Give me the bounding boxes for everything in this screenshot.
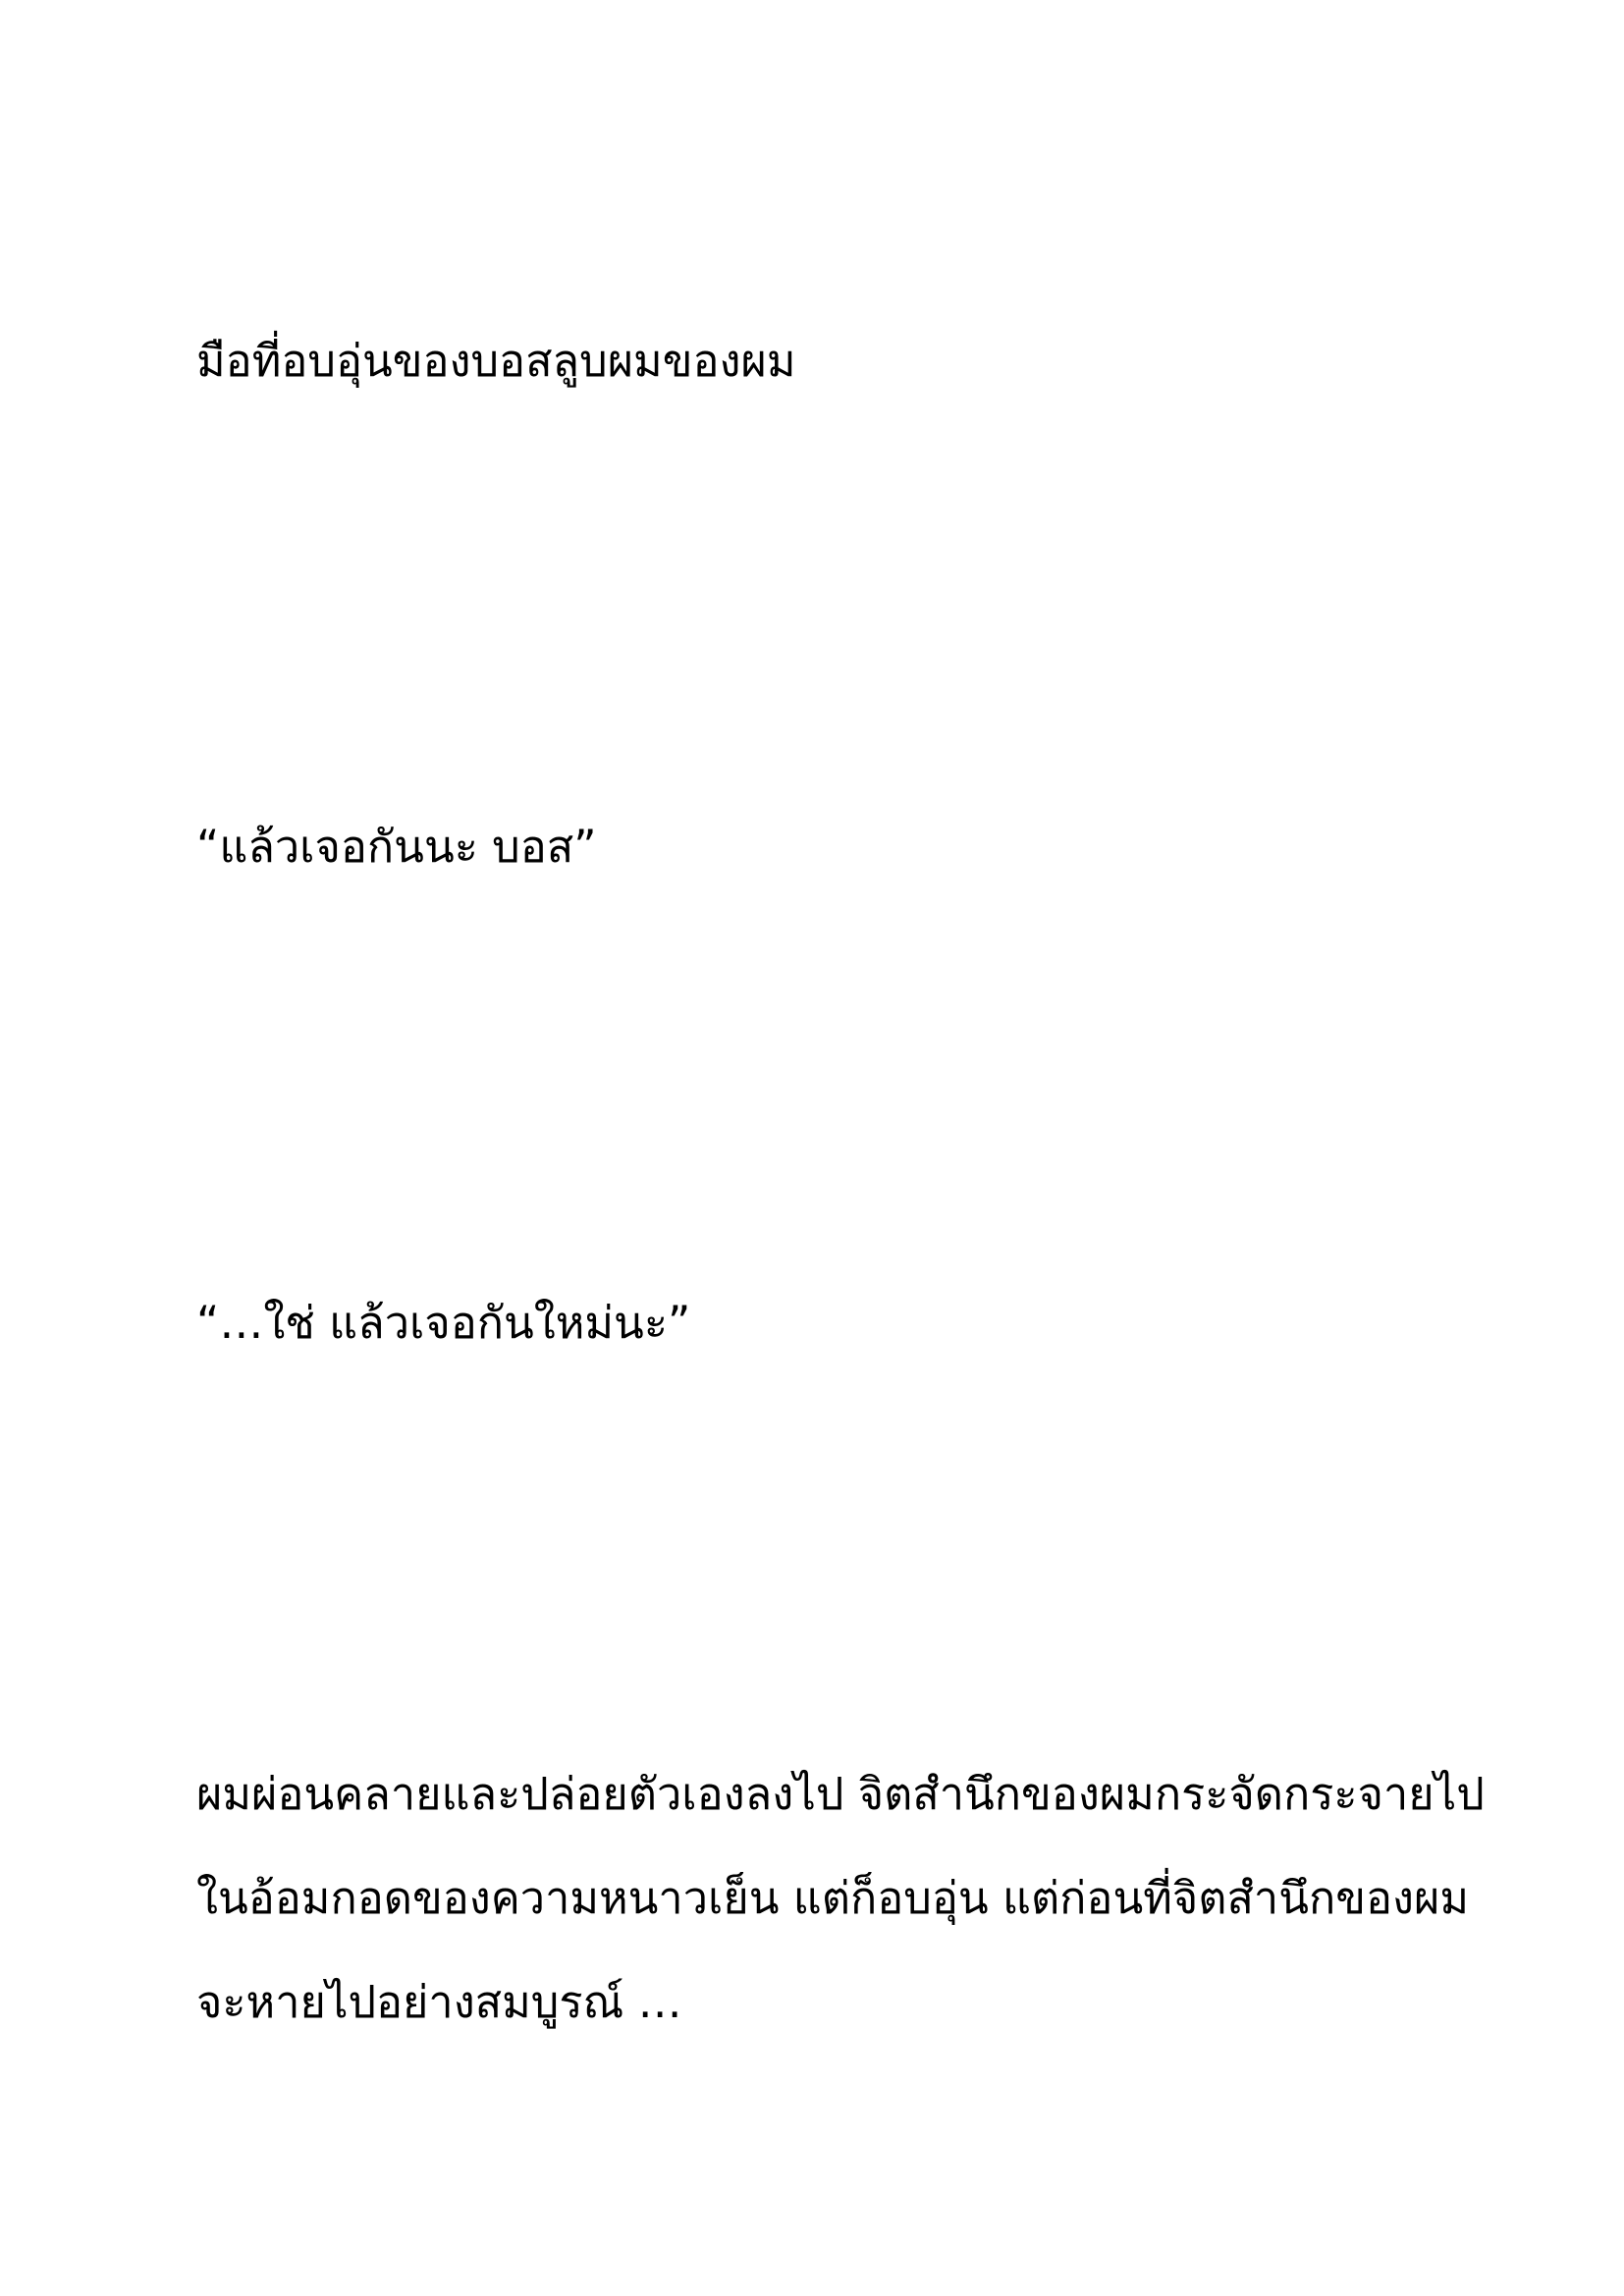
paragraph-see-you-again: “…ใช่ แล้วเจอกันใหม่นะ” (196, 1297, 691, 1349)
paragraph-line: ผมผ่อนคลายและปล่อยตัวเองลงไป จิตสำนึกของผมกระจัดกระจายไป (196, 1768, 1485, 1820)
paragraph-line: ในอ้อมกอดของความหนาวเย็น แต่ก็อบอุ่น แต่ก่อนที่จิตสำนึกของผม (196, 1872, 1469, 1924)
paragraph-line: จะหายไปอย่างสมบูรณ์ … (196, 1976, 682, 2028)
paragraph-consciousness (196, 1742, 1485, 2055)
paragraph-see-you-boss: “แล้วเจอกันนะ บอส” (196, 821, 597, 873)
paragraph-warm-hand: มือที่อบอุ่นของบอสลูบผมของผม (196, 335, 796, 387)
